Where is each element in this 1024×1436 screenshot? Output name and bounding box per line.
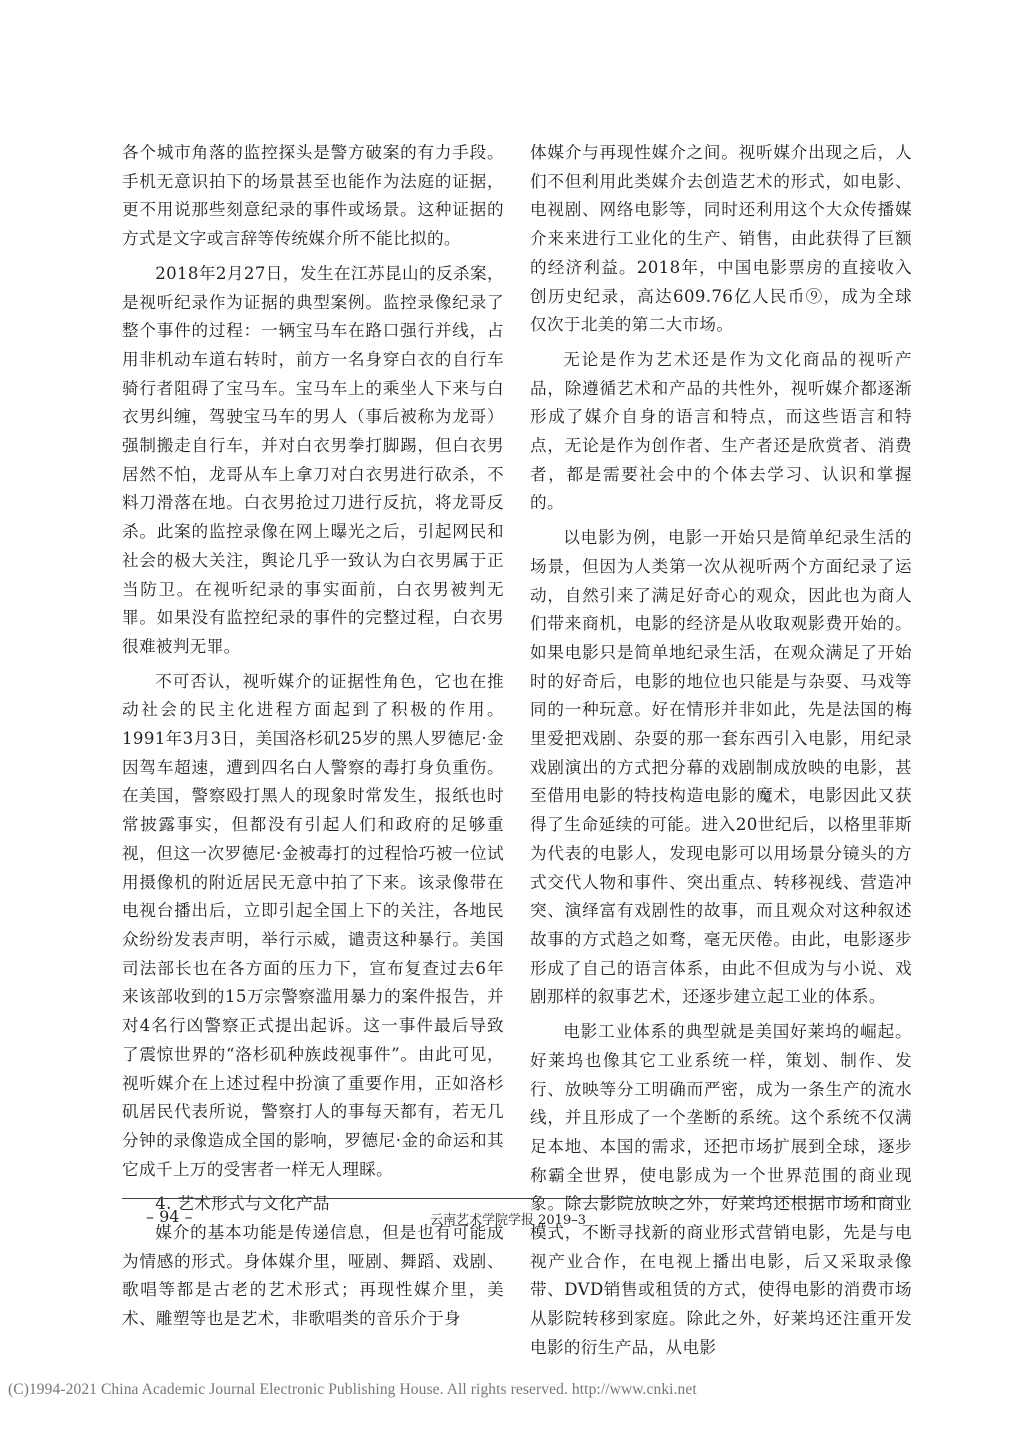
section-heading: 4. 艺术形式与文化产品 (155, 1194, 330, 1214)
footer-divider (122, 1198, 903, 1199)
paragraph: 无论是作为艺术还是作为文化商品的视听产品，除遵循艺术和产品的共性外，视听媒介都逐渐形成了媒介自身的语言和特点，而这些语言和特点，无论是作为创作者、生产者还是欣赏者、消费者，都是需要社会中的个体去学习、认识和掌握的。 (530, 349, 912, 513)
copyright-notice: (C)1994-2021 China Academic Journal Electronic Publishing House. All rights reserved. http://www.cnki.net (8, 1381, 697, 1398)
paragraph: 不可否认，视听媒介的证据性角色，它也在推动社会的民主化进程方面起到了积极的作用。1991年3月3日，美国洛杉矶25岁的黑人罗德尼·金因驾车超速，遭到四名白人警察的毒打身负重伤。 在美国，警察殴打黑人的现象时常发生，报纸也时常披露事实，但都没有引起人们和政府的足够重视，但这一次罗德尼·金被毒打的过程恰巧被一位试用摄像机的附近居民无意中拍了下来。该录像带在电视台播出后，立即引起全国上下的关注，各地民众纷纷发表声明，举行示威，谴责这种暴行。美国司法部长也在各方面的压力下，宣布复查过去6年来该部收到的15万宗警察滥用暴力的案件报告，并对4名行凶警察正式提出起诉。这一事件最后导致了震惊世界的“洛杉矶种族歧视事件”。由此可见，视听媒介在上述过程中扮演了重要作用，正如洛杉矶居民代表所说，警察打人的事每天都有，若无几分钟的录像造成全国的影响，罗德尼·金的命运和其它成千上万的受害者一样无人理睬。 (122, 671, 504, 1179)
paragraph: 电影工业体系的典型就是美国好莱坞的崛起。好莱坞也像其它工业系统一样，策划、制作、发行、放映等分工明确而严密，成为一条生产的流水线，并且形成了一个垄断的系统。这个系统不仅满足本地、本国的需求，还把市场扩展到全球，逐步称霸全世界，使电影成为一个世界范围的商业现象。除去影院放映之外，好莱坞还根据市场和商业模式，不断寻找新的商业形式营销电影，先是与电视产业合作，在电视上播出电影，后又采取录像带、DVD销售或租赁的方式，使得电影的消费市场从影院转移到家庭。除此之外，好莱坞还注重开发电影的衍生产品，从电影 (530, 1022, 912, 1357)
paragraph: 2018年2月27日，发生在江苏昆山的反杀案，是视听纪录作为证据的典型案例。监控录像纪录了整个事件的过程：一辆宝马车在路口强行并线，占用非机动车道右转时，前方一名身穿白衣的自行车骑行者阻碍了宝马车。宝马车上的乘坐人下来与白衣男纠缠，驾驶宝马车的男人（事后被称为龙哥）强制搬走自行车，并对白衣男拳打脚踢，但白衣男居然不怕，龙哥从车上拿刀对白衣男进行砍杀，不料刀滑落在地。白衣男抢过刀进行反抗，将龙哥反杀。此案的监控录像在网上曝光之后，引起网民和社会的极大关注，舆论几乎一致认为白衣男属于正当防卫。在视听纪录的事实面前，白衣男被判无罪。如果没有监控纪录的事件的完整过程，白衣男很难被判无罪。 (122, 263, 504, 656)
journal-title: 云南艺术学院学报 2019–3 (430, 1213, 586, 1228)
paragraph: 媒介的基本功能是传递信息，但是也有可能成为情感的形式。身体媒介里，哑剧、舞蹈、戏剧、歌唱等都是古老的艺术形式；再现性媒介里，美术、雕塑等也是艺术，非歌唱类的音乐介于身 (122, 1223, 504, 1329)
paragraph: 体媒介与再现性媒介之间。视听媒介出现之后，人们不但利用此类媒介去创造艺术的形式，如电影、电视剧、网络电影等，同时还利用这个大众传播媒介来来进行工业化的生产、销售，由此获得了巨额的经济利益。2018年，中国电影票房的直接收入创历史纪录，高达609.76亿人民币⑨，成为全球仅次于北美的第二大市场。 (530, 143, 912, 335)
right-column (530, 139, 912, 1369)
left-column (122, 139, 504, 1340)
page-number: – 94 – (146, 1207, 193, 1226)
paragraph: 以电影为例，电影一开始只是简单纪录生活的场景，但因为人类第一次从视听两个方面纪录了运动，自然引来了满足好奇心的观众，因此也为商人们带来商机，电影的经济是从收取观影费开始的。如果电影只是简单地纪录生活，在观众满足了开始时的好奇后，电影的地位也只能是与杂耍、马戏等同的一种玩意。好在情形并非如此，先是法国的梅里爱把戏剧、杂耍的那一套东西引入电影，用纪录戏剧演出的方式把分幕的戏剧制成放映的电影，甚至借用电影的特技构造电影的魔术，电影因此又获得了生命延续的可能。进入20世纪后，以格里菲斯为代表的电影人，发现电影可以用场景分镜头的方式交代人物和事件、突出重点、转移视线、营造冲突、演绎富有戏剧性的故事，而且观众对这种叙述故事的方式趋之如骛，毫无厌倦。由此，电影逐步形成了自己的语言体系，由此不但成为与小说、戏剧那样的叙事艺术，还逐步建立起工业的体系。 (530, 528, 912, 1007)
paragraph: 各个城市角落的监控探头是警方破案的有力手段。手机无意识拍下的场景甚至也能作为法庭的证据，更不用说那些刻意纪录的事件或场景。这种证据的方式是文字或言辞等传统媒介所不能比拟的。 (122, 143, 504, 249)
